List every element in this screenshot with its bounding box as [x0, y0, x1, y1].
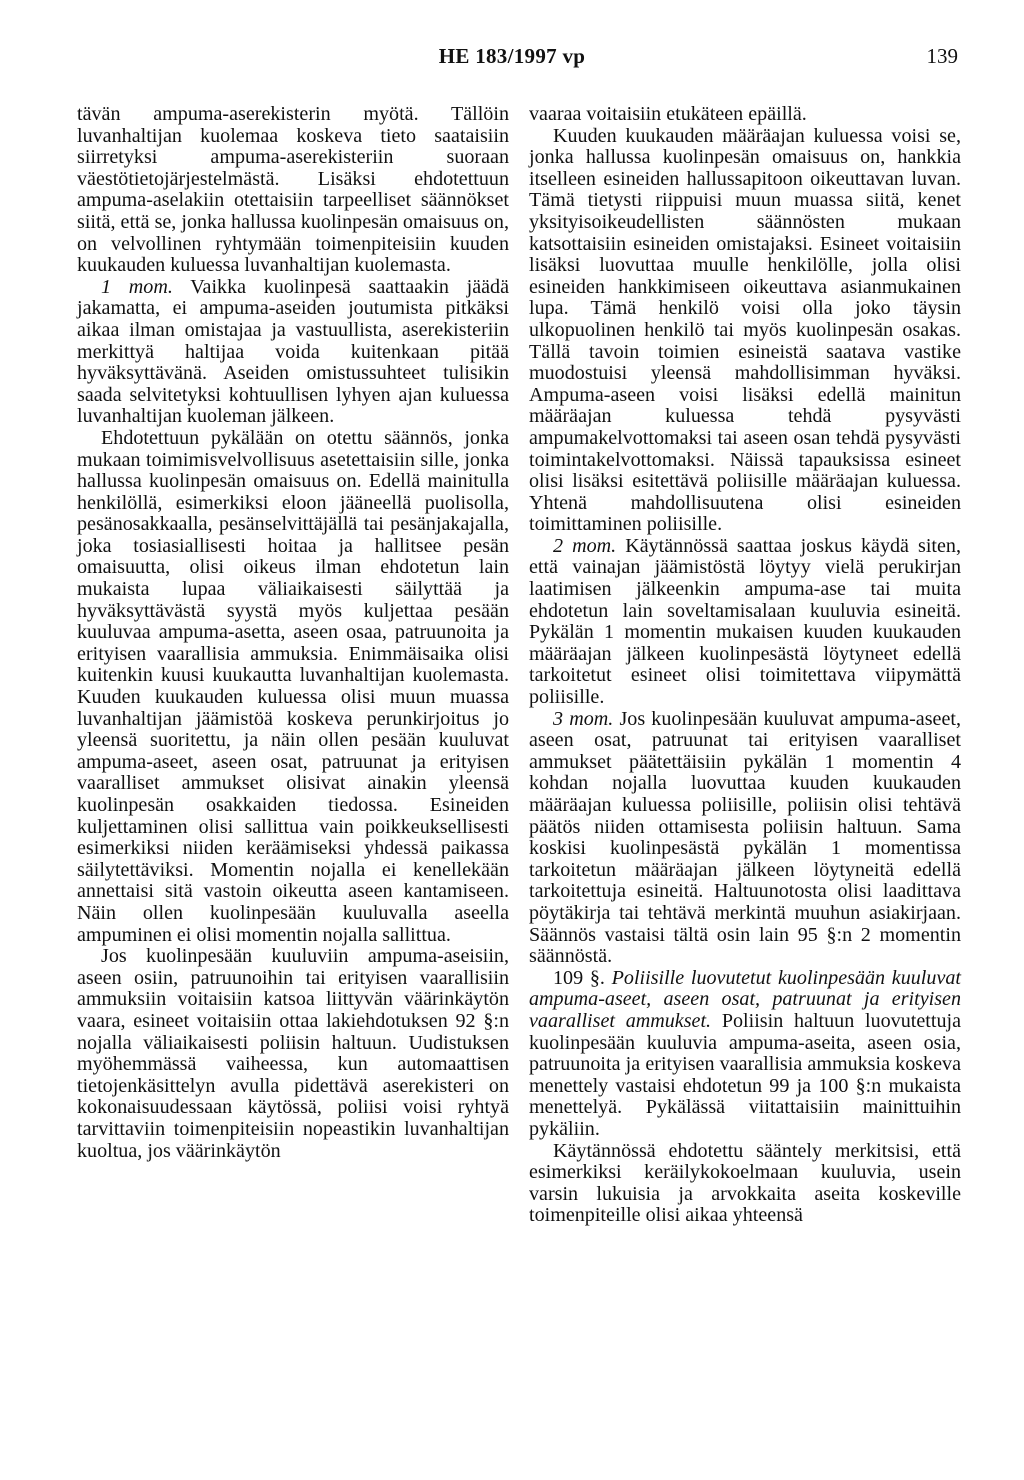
italic-text-run: 2 mom. [553, 534, 617, 557]
paragraph [77, 946, 509, 1162]
left-text-column [77, 104, 509, 1162]
paragraph [529, 104, 961, 126]
paragraph [529, 1141, 961, 1227]
italic-text-run: 3 mom. [553, 707, 614, 730]
text-run: 109 §. [553, 966, 612, 989]
text-run: Käytännössä ehdotettu sääntely merkitsisi, että esimerkiksi keräilykokoelmaan kuuluvia, usein varsin lukuisia ja arvokkaita aseita koskeville toimenpiteille olisi aikaa yhteensä [529, 1139, 961, 1227]
paragraph [529, 968, 961, 1141]
italic-text-run: 1 mom. [101, 275, 173, 298]
paragraph [77, 104, 509, 277]
paragraph [77, 428, 509, 946]
text-run: Poliisin haltuun luovutettuja kuolinpesään kuuluvia ampuma-aseita, aseen osia, patruunoita ja erityisen vaarallisia ammuksia koskeva menettely vastaisi ehdotetun 99 ja 100 §:n mukaista menettelyä. Pykälässä viitattaisiin mainittuihin pykäliin. [529, 1009, 961, 1140]
paragraph [529, 126, 961, 536]
running-header [0, 44, 1024, 74]
text-run: Kuuden kuukauden määräajan kuluessa voisi se, jonka hallussa kuolinpesän omaisuus on, hankkia itselleen esineiden hallussapitoon oikeuttavan luvan. Tämä tietysti riippuisi muun muassa siitä, kenet yksityisoikeudellisten säännösten mukaan katsottaisiin esineiden omistajaksi. Esineet voitaisiin lisäksi luovuttaa muulle henkilölle, jolla olisi esineiden hankkimiseen oikeuttava asianmukainen lupa. Tämä henkilö voisi olla joko täysin ulkopuolinen henkilö tai myös kuolinpesän osakas. Tällä tavoin toimien esineistä saatava vastike muodostuisi yleensä mahdollisimman hyväksi. Ampuma-aseen voisi lisäksi edellä mainitun määräajan kuluessa tehdä pysyvästi ampumakelvottomaksi tai aseen osan tehdä pysyvästi toimintakelvottomaksi. Näissä tapauksissa esineet olisi lisäksi esitettävä poliisille määräajan kuluessa. Yhtenä mahdollisuutena olisi esineiden toimittaminen poliisille. [529, 124, 961, 536]
paragraph [529, 709, 961, 968]
text-run: Käytännössä saattaa joskus käydä siten, että vainajan jäämistöstä löytyy vielä perukirjan laatimisen jälkeenkin ampuma-ase tai muita ehdotetun lain soveltamisalaan kuuluvia esineitä. Pykälän 1 momentin mukaisen kuuden kuukauden määräajan jälkeen kuolinpesästä löytyneet edellä tarkoitetut esineet olisi toimitettava viipymättä poliisille. [529, 534, 961, 709]
text-run: Ehdotettuun pykälään on otettu säännös, jonka mukaan toimimisvelvollisuus asetettaisiin sille, jonka hallussa kuolinpesän omaisuus on. Edellä mainitulla henkilöllä, esimerkiksi eloon jääneellä puolisolla, pesänosakkaalla, pesänselvittäjällä tai pesänjakajalla, joka tosiasiallisesti hoitaa ja hallitsee pesän omaisuutta, olisi oikeus ilman ehdotetun lain mukaista lupaa väliaikaisesti säilyttää ja hyväksyttävästä syystä myös kuljettaa pesään kuuluvaa ampuma-asetta, aseen osaa, patruunoita ja erityisen vaarallisia ammuksia. Enimmäisaika olisi kuitenkin kuusi kuukautta luvanhaltijan kuolemasta. Kuuden kuukauden kuluessa olisi muun muassa luvanhaltijan jäämistöä koskeva perunkirjoitus jo yleensä suoritettu, ja näin ollen pesään kuuluvat ampuma-aseet, aseen osat, patruunat ja erityisen vaaralliset ammukset olisivat ainakin yleensä kuolinpesän osakkaiden tiedossa. Esineiden kuljettaminen olisi sallittua vain poikkeuksellisesti esimerkiksi niiden keräämiseksi yhdessä paikassa säilytettäviksi. Momentin nojalla ei kenellekään annettaisi sitä vastoin oikeutta aseen kantamiseen. Näin ollen kuolinpesään kuuluvalla aseella ampuminen ei olisi momentin nojalla sallittua. [77, 426, 509, 946]
text-run: Jos kuolinpesään kuuluvat ampuma-aseet, aseen osat, patruunat tai erityisen vaaralliset ammukset päätettäisiin pykälän 1 momentin 4 kohdan nojalla luovuttaa kuuden kuukauden määräajan kuluessa poliisille, poliisin olisi tehtävä päätös niiden ottamisesta poliisin haltuun. Sama koskisi kuolinpesästä pykälän 1 momentissa tarkoitetun määräajan jälkeen löytyneitä edellä tarkoitettuja esineitä. Haltuunotosta olisi laadittava pöytäkirja tai tehtävä merkintä muuhun asiakirjaan. Säännös vastaisi tältä osin lain 95 §:n 2 momentin säännöstä. [529, 707, 961, 968]
document-id: HE 183/1997 vp [438, 44, 586, 68]
text-run: tävän ampuma-aserekisterin myötä. Tällöin luvanhaltijan kuolemaa koskeva tieto saataisiin siirretyksi ampuma-aserekisteriin suoraan väestötietojärjestelmästä. Lisäksi ehdotettuun ampuma-aselakiin otettaisiin tarpeelliset säännökset siitä, että se, jonka hallussa kuolinpesän omaisuus on, on velvollinen ryhtymään toimenpiteisiin kuuden kuukauden kuluessa luvanhaltijan kuolemasta. [77, 103, 509, 277]
right-text-column [529, 104, 961, 1227]
italic-text-run: Poliisille luovutetut kuolinpesään kuuluvat ampuma-aseet, aseen osat, patruunat ja erityisen vaaralliset ammukset. [529, 966, 961, 1032]
paragraph [529, 536, 961, 709]
text-run: Vaikka kuolinpesä saattaakin jäädä jakamatta, ei ampuma-aseiden joutumista pitkäksi aikaa ilman omistajaa ja vastuullista, aserekisteriin merkittyä haltijaa voida kuitenkaan pitää hyväksyttävänä. Aseiden omistussuhteet tulisikin saada selvitetyksi kohtuullisen lyhyen ajan kuluessa luvanhaltijan kuoleman jälkeen. [77, 275, 509, 428]
paragraph [77, 277, 509, 428]
text-run: vaaraa voitaisiin etukäteen epäillä. [529, 103, 807, 125]
text-run: Jos kuolinpesään kuuluviin ampuma-aseisiin, aseen osiin, patruunoihin tai erityisen vaarallisiin ammuksiin voitaisiin katsoa liittyvän väärinkäytön vaara, esineet voitaisiin ottaa lakiehdotuksen 92 §:n nojalla väliaikaisesti poliisin haltuun. Uudistuksen myöhemmässä vaiheessa, kun automaattisen tietojenkäsittelyn avulla pidettävä aserekisteri on kokonaisuudessaan käytössä, poliisi voisi ryhtyä tarvittaviin toimenpiteisiin nopeastikin luvanhaltijan kuoltua, jos väärinkäytön [77, 945, 509, 1162]
page-number: 139 [926, 44, 958, 68]
